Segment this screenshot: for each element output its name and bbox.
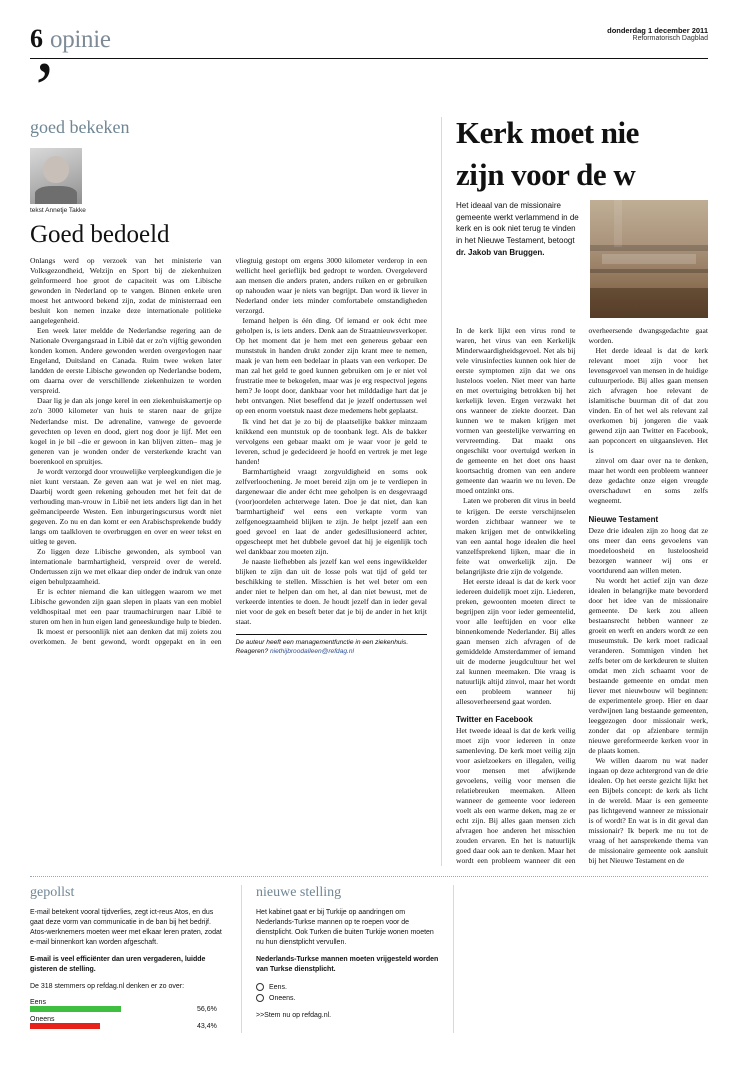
paragraph: In de kerk lijkt een virus rond te waren, het virus van een Kerkelijk Minderwaardigheidsgevoel. Net als bij vele virusinfecties kunnen ook hier de eerste symptomen zijn dat we ons lusteloos voelen. Niet meer van harte en met overtuiging betrokken bij het kerkelijk leven. Ergen verzwakt het ons wanneer de ziekte doorzet. Dan kunnen we te maken krijgen met vormen van geestelijke verwarring en vervreemding. Dat maakt ons ongeschikt voor overtuigd werken in de gemeente en het doet ons haast koortsachtig dromen van een andere gemeente dan waarin we nu leven. De moed ontzinkt ons. [456, 326, 576, 496]
paragraph: Ik vind het dat je zo bij de plaatselijke bakker minzaam knikkend een muntstuk op de toonbank legt. Als de bakker vervolgens een gebaar maakt om je waar voor je geld te leveren, schud je gedecideerd je hoofd en vertrek je met lege handen! [235, 416, 427, 466]
paragraph: Een week later meldde de Nederlandse regering aan de Nationale Overgangsraad in Libië dat er zo'n vijftig gewonden konden komen. Andere gewonden werden overgevlogen naar Engeland, Duitsland en Canada. Ruim twee weken later landden de eerste Libische gewonden op Nederlandse bodem, om daarna over de verschillende ziekenhuizen te worden verspreid. [30, 326, 222, 396]
photo-detail [590, 245, 708, 251]
paragraph: Barmhartigheid vraagt zorgvuldigheid en soms ook zelfverloochening. Je moet bereid zijn om je te verdiepen in dargenewaar die ander écht mee geholpen is en desgevraagd (voor)oordelen achterwege laten. Doe je dat niet, dan kan 'barmhartigheid' wel eens een verkapte vorm van zelfgenoegzaamheid blijken te zijn. Je helpt jezelf aan een goed gevoel en laat de ander gedesillusioneerd achter, opgescheept met het dubbele gevoel dat hij je eigenlijk toch wel dankbaar zou moeten zijn. [235, 466, 427, 556]
author-portrait [30, 148, 82, 204]
poll-bar-pct: 56,6% [197, 1005, 217, 1013]
poll-option-label: Eens. [269, 983, 287, 991]
poll-result-kicker: gepollst [30, 885, 75, 901]
masthead [30, 26, 708, 59]
paragraph: Deze drie idealen zijn zo hoog dat ze ons meer dan eens gevoelens van moedeloosheid en lusteloosheid bezorgen wanneer wij ons er voortdurend aan willen meten. [588, 525, 708, 575]
paragraph: Het derde ideaal is dat de kerk relevant moet zijn voor het levensgevoel van mensen in de huidige cultuurperiode. Bij alles gaan mensen zich afvragen hoe relevant de islamitische buurman dit of dat zou vinden. En of het wel als relevant zal overkomen bij jongeren die vaak gewend zijn aan Twitter en Facebook, aan popconcert en uitgaansleven. Het is [588, 346, 708, 456]
radio-icon[interactable] [256, 983, 264, 991]
paragraph: Je naaste liefhebben als jezelf kan wel eens ingewikkelder blijken te zijn dan uit de losse pols wat tijd of geld ter beschikking te stellen. Misschien is het wel beter om een ander niet te helpen dan om het, al dan niet bewust, met de verkeerde intenties te doen. Je houdt jezelf dan in ieder geval niet voor de gek en beseft beter dat je bij de ander in het krijt staat. [235, 556, 427, 626]
poll-bar-oneens [30, 1016, 227, 1030]
poll-result-body [30, 908, 227, 992]
poll-bar-label: Oneens [30, 1015, 55, 1023]
poll-new-panel [242, 885, 454, 1033]
vote-link[interactable]: >>Stem nu op refdag.nl. [256, 1012, 332, 1020]
paragraph: Het eerste ideaal is dat de kerk voor iedereen duidelijk moet zijn. Liederen, preken, gewoonten moeten direct te begrijpen zijn voor ieder gemeentelid, voor alle leeftijden en voor elke binnenkomende Nederlander. Bij alles gaan mensen zich afvragen of de gemiddelde Amsterdammer of iemand uit de moderne jeugdcultuur het wel zal kunnen meemaken. Die vraag is natuurlijk altijd zinvol, maar het wordt een probleem wanneer hij allesoverheersend gaat worden. [456, 576, 576, 706]
masthead-right [607, 26, 708, 44]
subhead-twitter: Twitter en Facebook [456, 714, 533, 724]
poll-bar-row [30, 1006, 227, 1013]
issue-date: donderdag 1 december 2011 [607, 26, 708, 35]
main-headline-line2: zijn voor de w [456, 156, 636, 192]
paragraph: Je wordt verzorgd door vrouwelijke verpleegkundigen die je niet kunt verstaan. Ze geven aan wat je wel en niet mag. Daarbij wordt geen rekening gehouden met het feit dat de verhouding man-vrouw in Libië net iets anders ligt dan in het geëmancipeerde Westen. Een inburgeringscursus wordt niet gegeven. Zo nu en dan komt er een Arabischsprekende buddy langs om taalkloven te overbruggen en over en weer tekst en uitleg te geven. [30, 466, 222, 546]
poll-bar-track [30, 1023, 191, 1029]
quote-mark-icon: ’ [32, 48, 57, 130]
left-body [30, 256, 427, 656]
left-headline: Goed bedoeld [30, 221, 170, 248]
poll-bar-eens [30, 999, 227, 1013]
poll-bar-fill [30, 1006, 121, 1012]
left-kicker: goed bekeken [30, 117, 130, 137]
column-main-article [442, 117, 708, 866]
paragraph: Laten we proberen dit virus in beeld te krijgen. De eerste verschijnselen worden zichtbaar wanneer we te maken krijgen met de ontwikkeling van een aantal hoge idealen die heel vanzelfsprekend lijken, maar die in feite wat onwerkelijk zijn. De belangrijkste drie zijn de volgende. [456, 496, 576, 576]
paragraph: Er is echter niemand die kan uitleggen waarom we met Libische gewonden zijn gaan slepen in plaats van een mobiel veldhospitaal met een paar traumachirurgen naar Libië te sturen om hen in hun eigen land geneeskundige hulp te bieden. [30, 586, 222, 626]
paragraph: Nu wordt het actief zijn van deze idealen in belangrijke mate bevorderd door het idee van de missionaire gemeente. De kerk zou alleen bestaansrecht hebben wanneer ze groeit en werft en anders wordt ze een museumstuk. De kerk moet radicaal veranderen. Sommigen vinden het zelfs beter om de kerkdeuren te sluiten omdat men zich schaamt voor de bestaande gemeente en omdat men liever met nieuwbouw wil beginnen: de experimentele groep. Hier en daar verdwijnen lang bestaande gemeenten, leeggezogen door missionair werk, zonder dat op afzienbare termijn nieuwe gereformeerde kerken voor in de plaats komen. [588, 575, 708, 755]
poll-new-statement: Nederlands-Turkse mannen moeten vrijgesteld worden van Turkse dienstplicht. [256, 955, 439, 973]
poll-bar-label: Eens [30, 998, 46, 1006]
poll-result-panel [30, 885, 242, 1033]
paragraph: Het kabinet gaat er bij Turkije op aandringen om Nederlands-Turkse mannen op te roepen voor de dienstplicht. Ook Turken die buiten Turkije wonen moeten nu hun dienstplicht vervullen. [256, 909, 434, 946]
main-headline-line1: Kerk moet nie [456, 115, 639, 150]
column-opinion [30, 117, 442, 866]
standfirst [456, 200, 580, 318]
poll-option-oneens[interactable] [256, 993, 439, 1004]
poll-new-body [256, 908, 439, 975]
author-note [236, 634, 428, 657]
photo-detail [614, 200, 622, 247]
author-block [30, 148, 116, 214]
poll-bar-fill [30, 1023, 100, 1029]
bottom-section [30, 885, 708, 1033]
paragraph: zinvol om daar over na te denken, maar het wordt een probleem wanneer deze gedachte onze eigen vreugde overschaduwt en soms zelfs wegneemt. [588, 456, 708, 506]
poll-option-eens[interactable] [256, 982, 439, 993]
author-note-email[interactable]: niethijbroodalleen@refdag.nl [269, 647, 355, 655]
paragraph: E-mail betekent vooral tijdverlies, zegt ict-reus Atos, en dus gaat deze vorm van communicatie in de ban bij het bedrijf. Atos-werknemers moeten weer met elkaar leren praten, zodat e-mail binnenkort kan worden afgeschaft. [30, 909, 222, 946]
paragraph: Het tweede ideaal is dat de kerk veilig moet zijn voor iedereen in onze samenleving. De kerk moet veilig zijn voor asielzoekers en illegalen, veilig voor mensen met afwijkende gevoelens, veilig voor mensen die relatiebreuken meemaken. Alleen wanneer de gemeente voor iedereen voelt als een warme deken, mag ze er echt zijn. Bij alles gaan mensen zich afvragen hoe anderen het misschien zouden ervaren. En het is natuurlijk goed daar ook aan te denken. Maar het wordt een probleem wanneer dit een overheersende dwangsgedachte gaat worden. [456, 326, 708, 866]
poll-bar-pct: 43,4% [197, 1022, 217, 1030]
paragraph: Onlangs werd op verzoek van het ministerie van Volksgezondheid, Welzijn en Sport bij de ziekenhuizen geïnformeerd hoe groot de capaciteit was om Libische gewonden in Nederland op te vangen. Binnen enkele uren moest het antwoord bekend zijn, zodat de ministerraad een besluit kon nemen inzake deze internationale politieke aangelegenheid. [30, 256, 222, 326]
paper-name: Reformatorisch Dagblad [632, 35, 708, 43]
author-note-text: De auteur heeft een managementfunctie in een ziekenhuis. Reageren? [235, 638, 409, 655]
subhead-nieuwe-testament: Nieuwe Testament [588, 514, 659, 524]
paragraph: Ik moest er persoonlijk niet aan denken dat mij zoiets zou overkomen. Je bent gewond, wordt opgepakt en in een vliegtuig gestopt om ergens 3000 kilometer verderop in een wellicht heel gerieflijk bed gedropt te worden. Overgeleverd aan mensen die anders praten, anders ruiken en er gebruiken op nahouden waar je niets van begrijpt. Dan word ik liever in Nederland onder iets minder comfortabele omstandigheden verzorgd. [30, 256, 427, 646]
page-content [30, 117, 708, 866]
poll-option-label: Oneens. [269, 994, 296, 1002]
page-number: 6 [30, 24, 43, 53]
photo-detail [590, 269, 708, 273]
author-credit: tekst Annetje Takke [30, 207, 86, 214]
paragraph: Daar lig je dan als jonge kerel in een ziekenhuiskamertje op zo'n 3000 kilometer van huis te staren naar de grijze Nederlandse mist. De adrenaline, vanwege de gevoerde gevechten op leven en dood, giert nog door je lijf. Met een kogel in je bil –die er gewoon in kan blijven zitten– mag je generen van je wonden onder de versterkende kracht van boerenkool en spruitjes. [30, 396, 222, 466]
paragraph: Zo liggen deze Libische gewonden, als symbool van internationale barmhartigheid, verspreid over de wereld. Ondertussen zijn we met elkaar diep onder de indruk van onze eigen behulpzaamheid. [30, 546, 222, 586]
poll-result-statement: E-mail is veel efficiënter dan uren vergaderen, luidde gisteren de stelling. [30, 955, 206, 973]
bottom-continuation-panel [454, 885, 708, 1033]
poll-new-kicker: nieuwe stelling [256, 885, 342, 901]
poll-result-total: De 318 stemmers op refdag.nl denken er zo over: [30, 982, 185, 990]
poll-bar-track [30, 1006, 191, 1012]
standfirst-author: dr. Jakob van Bruggen. [456, 247, 545, 257]
main-body [456, 326, 708, 866]
section-name: opinie [50, 26, 111, 53]
paragraph: We willen daarom nu wat nader ingaan op deze achtergrond van de drie idealen. Op het eerste gezicht lijkt het een Bijbels concept: de kerk als licht in de wereld. Maar is een gemeente pas lichtgevend wanneer ze missionair is of wordt? En wat is in dit geval dan missionair? Ik beperk me nu tot de vraag of het aansprekende thema van de missionaire gemeente ook aansluit bij het Nieuwe Testament en de [588, 755, 708, 866]
intro-photo-row [456, 200, 708, 318]
photo-detail [590, 288, 708, 319]
article-photo [590, 200, 708, 318]
paragraph: Iemand helpen is één ding. Of iemand er ook écht mee geholpen is, is iets anders. Denk aan de Straatnieuwsverkoper. Op het moment dat je hem met een genereus gebaar een munststuk in handen drukt zonder zijn krant mee te nemen, maak je van hem een bedelaar in plaats van een verkoper. De man zal het geld te goed kunnen gebruiken om je er niet vol frustratie mee te bekogelen, maar was je erg respectvol jegens hem? Je loopt door, dankbaar voor het milddadige hart dat je hebt ontvangen. Niet beseffend dat je jezelf ondertussen wel op een enorm voetstuk naast deze medemens hebt geplaatst. [235, 316, 427, 416]
poll-bar-row [30, 1023, 227, 1030]
section-divider [30, 876, 708, 877]
photo-detail [602, 254, 696, 264]
standfirst-text: Het ideaal van de missionaire gemeente werkt verlammend in de kerk en is ook niet terug te vinden in het Nieuwe Testament, betoogt [456, 201, 579, 245]
radio-icon[interactable] [256, 994, 264, 1002]
